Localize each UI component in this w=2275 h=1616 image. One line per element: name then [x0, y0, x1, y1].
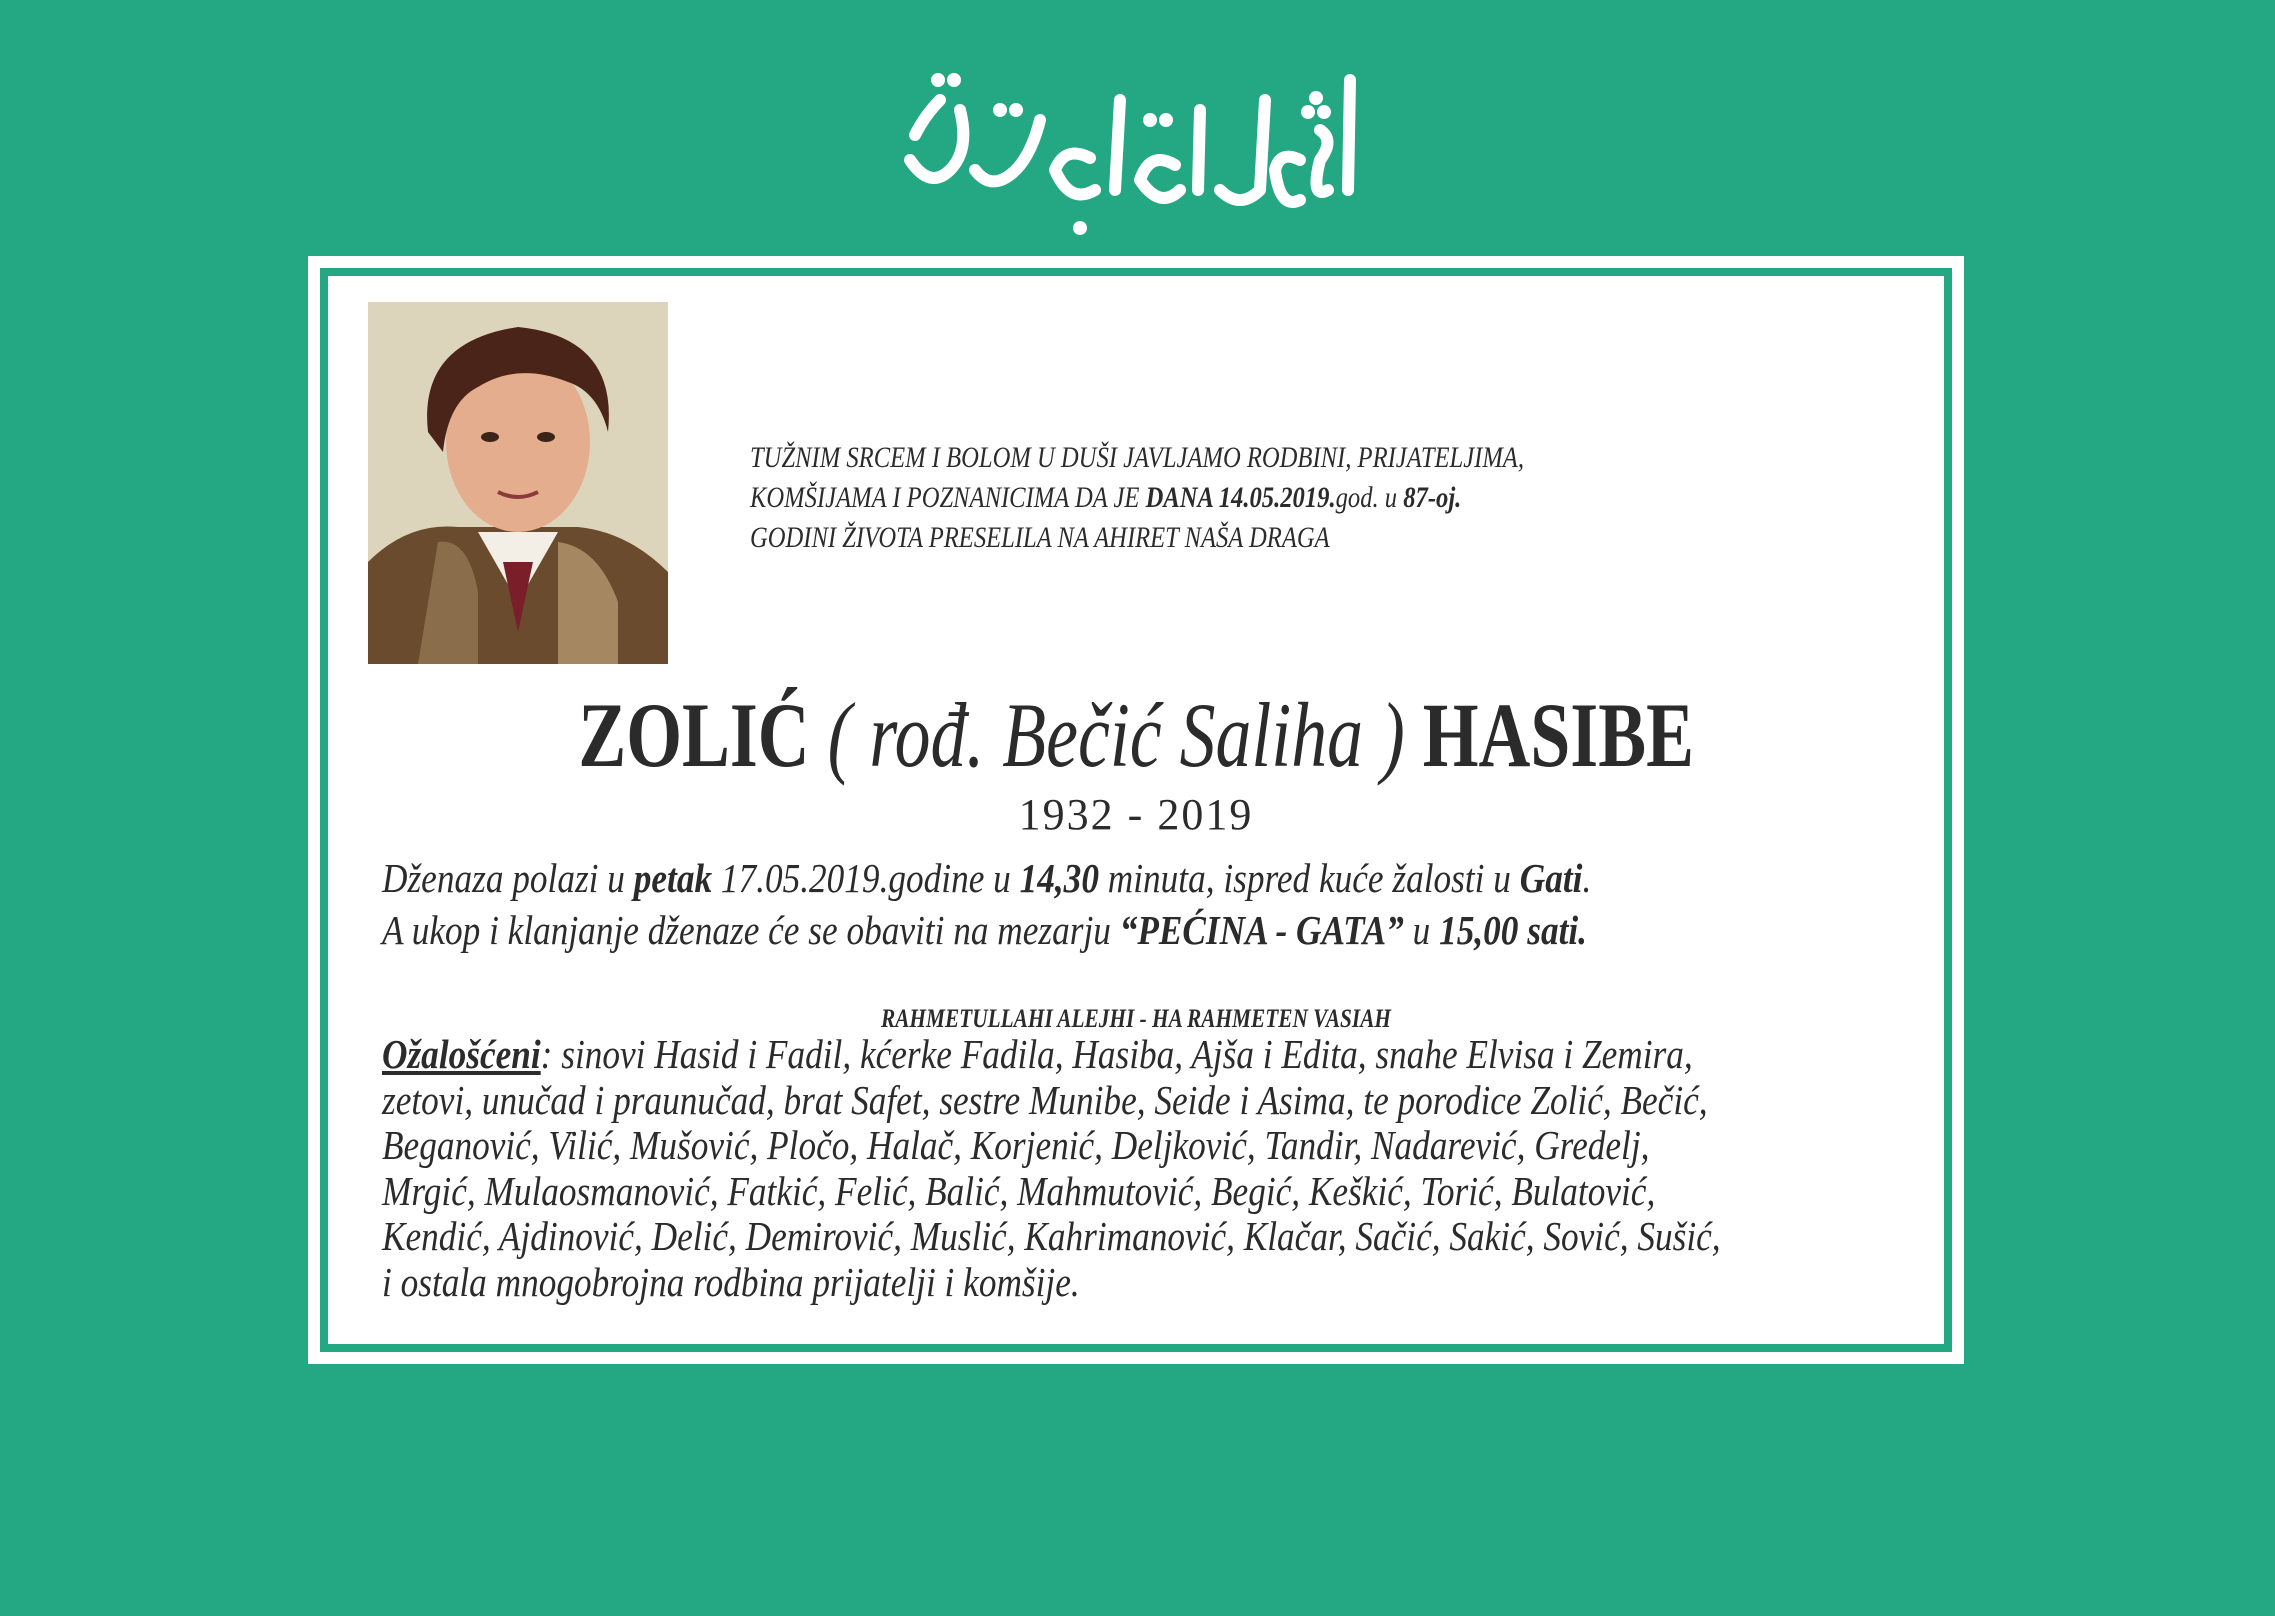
funeral-text: minuta, ispred kuće žalosti u: [1098, 855, 1520, 901]
funeral-text: A ukop i klanjanje dženaze će se obaviti na mezarju: [382, 907, 1120, 953]
funeral-place: Gati: [1519, 855, 1583, 901]
funeral-text: u: [1403, 907, 1440, 953]
portrait-drawing: [368, 302, 668, 664]
intro-text-part: god. u: [1335, 481, 1404, 514]
first-name: HASIBE: [1422, 684, 1694, 786]
funeral-text: Dženaza polazi u: [382, 855, 634, 901]
portrait-photo: [368, 302, 668, 664]
funeral-line: [382, 852, 1672, 904]
funeral-time: 14,30: [1019, 855, 1099, 901]
burial-time: 15,00 sati.: [1439, 907, 1588, 953]
funeral-details: [382, 852, 1672, 956]
death-date: DANA 14.05.2019.: [1145, 481, 1336, 514]
intro-line: [750, 478, 1488, 518]
mourners-text: : sinovi Hasid i Fadil, kćerke Fadila, Hasiba, Ajša i Edita, snahe Elvisa i Zemira,: [540, 1031, 1693, 1077]
funeral-text: 17.05.2019.godine u: [712, 855, 1020, 901]
intro-text-part: KOMŠIJAMA I POZNANICIMA DA JE: [750, 481, 1146, 514]
intro-line: TUŽNIM SRCEM I BOLOM U DUŠI JAVLJAMO RODBINI, PRIJATELJIMA,: [750, 441, 1524, 474]
intro-text: [750, 438, 1524, 558]
mourners-label: Ožalošćeni: [382, 1031, 541, 1077]
mourners-line: zetovi, unučad i praunučad, brat Safet, sestre Munibe, Seide i Asima, te porodice Zolić, Bečić,: [382, 1076, 1708, 1123]
mourners-line: Kendić, Ajdinović, Delić, Demirović, Muslić, Kahrimanović, Klačar, Sačić, Sakić, Sović, Sušić,: [382, 1213, 1721, 1259]
mourners-line: [382, 1031, 1693, 1078]
obituary-card: [332, 280, 1940, 1340]
surname: ZOLIĆ: [578, 684, 810, 786]
mourners-line: Mrgić, Mulaosmanović, Fatkić, Felić, Balić, Mahmutović, Begić, Keškić, Torić, Bulatović,: [382, 1167, 1656, 1214]
mourners-line: i ostala mnogobrojna rodbina prijatelji i komšije.: [382, 1258, 1080, 1305]
age: 87-oj.: [1403, 481, 1462, 514]
funeral-day: petak: [633, 855, 713, 901]
funeral-line: [382, 904, 1672, 956]
prayer-text: RAHMETULLAHI ALEJHI - HA RAHMETEN VASIAH: [880, 1004, 1392, 1033]
life-years: 1932 - 2019: [1018, 790, 1254, 839]
deceased-name: [332, 680, 1940, 790]
mourners-line: Beganović, Vilić, Mušović, Pločo, Halač, Korjenić, Deljković, Tandir, Nadarević, Gredelj,: [382, 1122, 1650, 1168]
maiden-name: ( rođ. Bečić Saliha ): [809, 684, 1423, 786]
mourners-list: [382, 1031, 1721, 1305]
obituary-frame: [308, 256, 1964, 1364]
intro-line: GODINI ŽIVOTA PRESELILA NA AHIRET NAŠA DRAGA: [750, 521, 1330, 554]
funeral-text: .: [1582, 855, 1592, 901]
arabic-calligraphy-icon: [880, 40, 1380, 250]
cemetery-name: “PEĆINA - GATA”: [1119, 907, 1404, 953]
calligraphy-drawing: [880, 40, 1380, 250]
